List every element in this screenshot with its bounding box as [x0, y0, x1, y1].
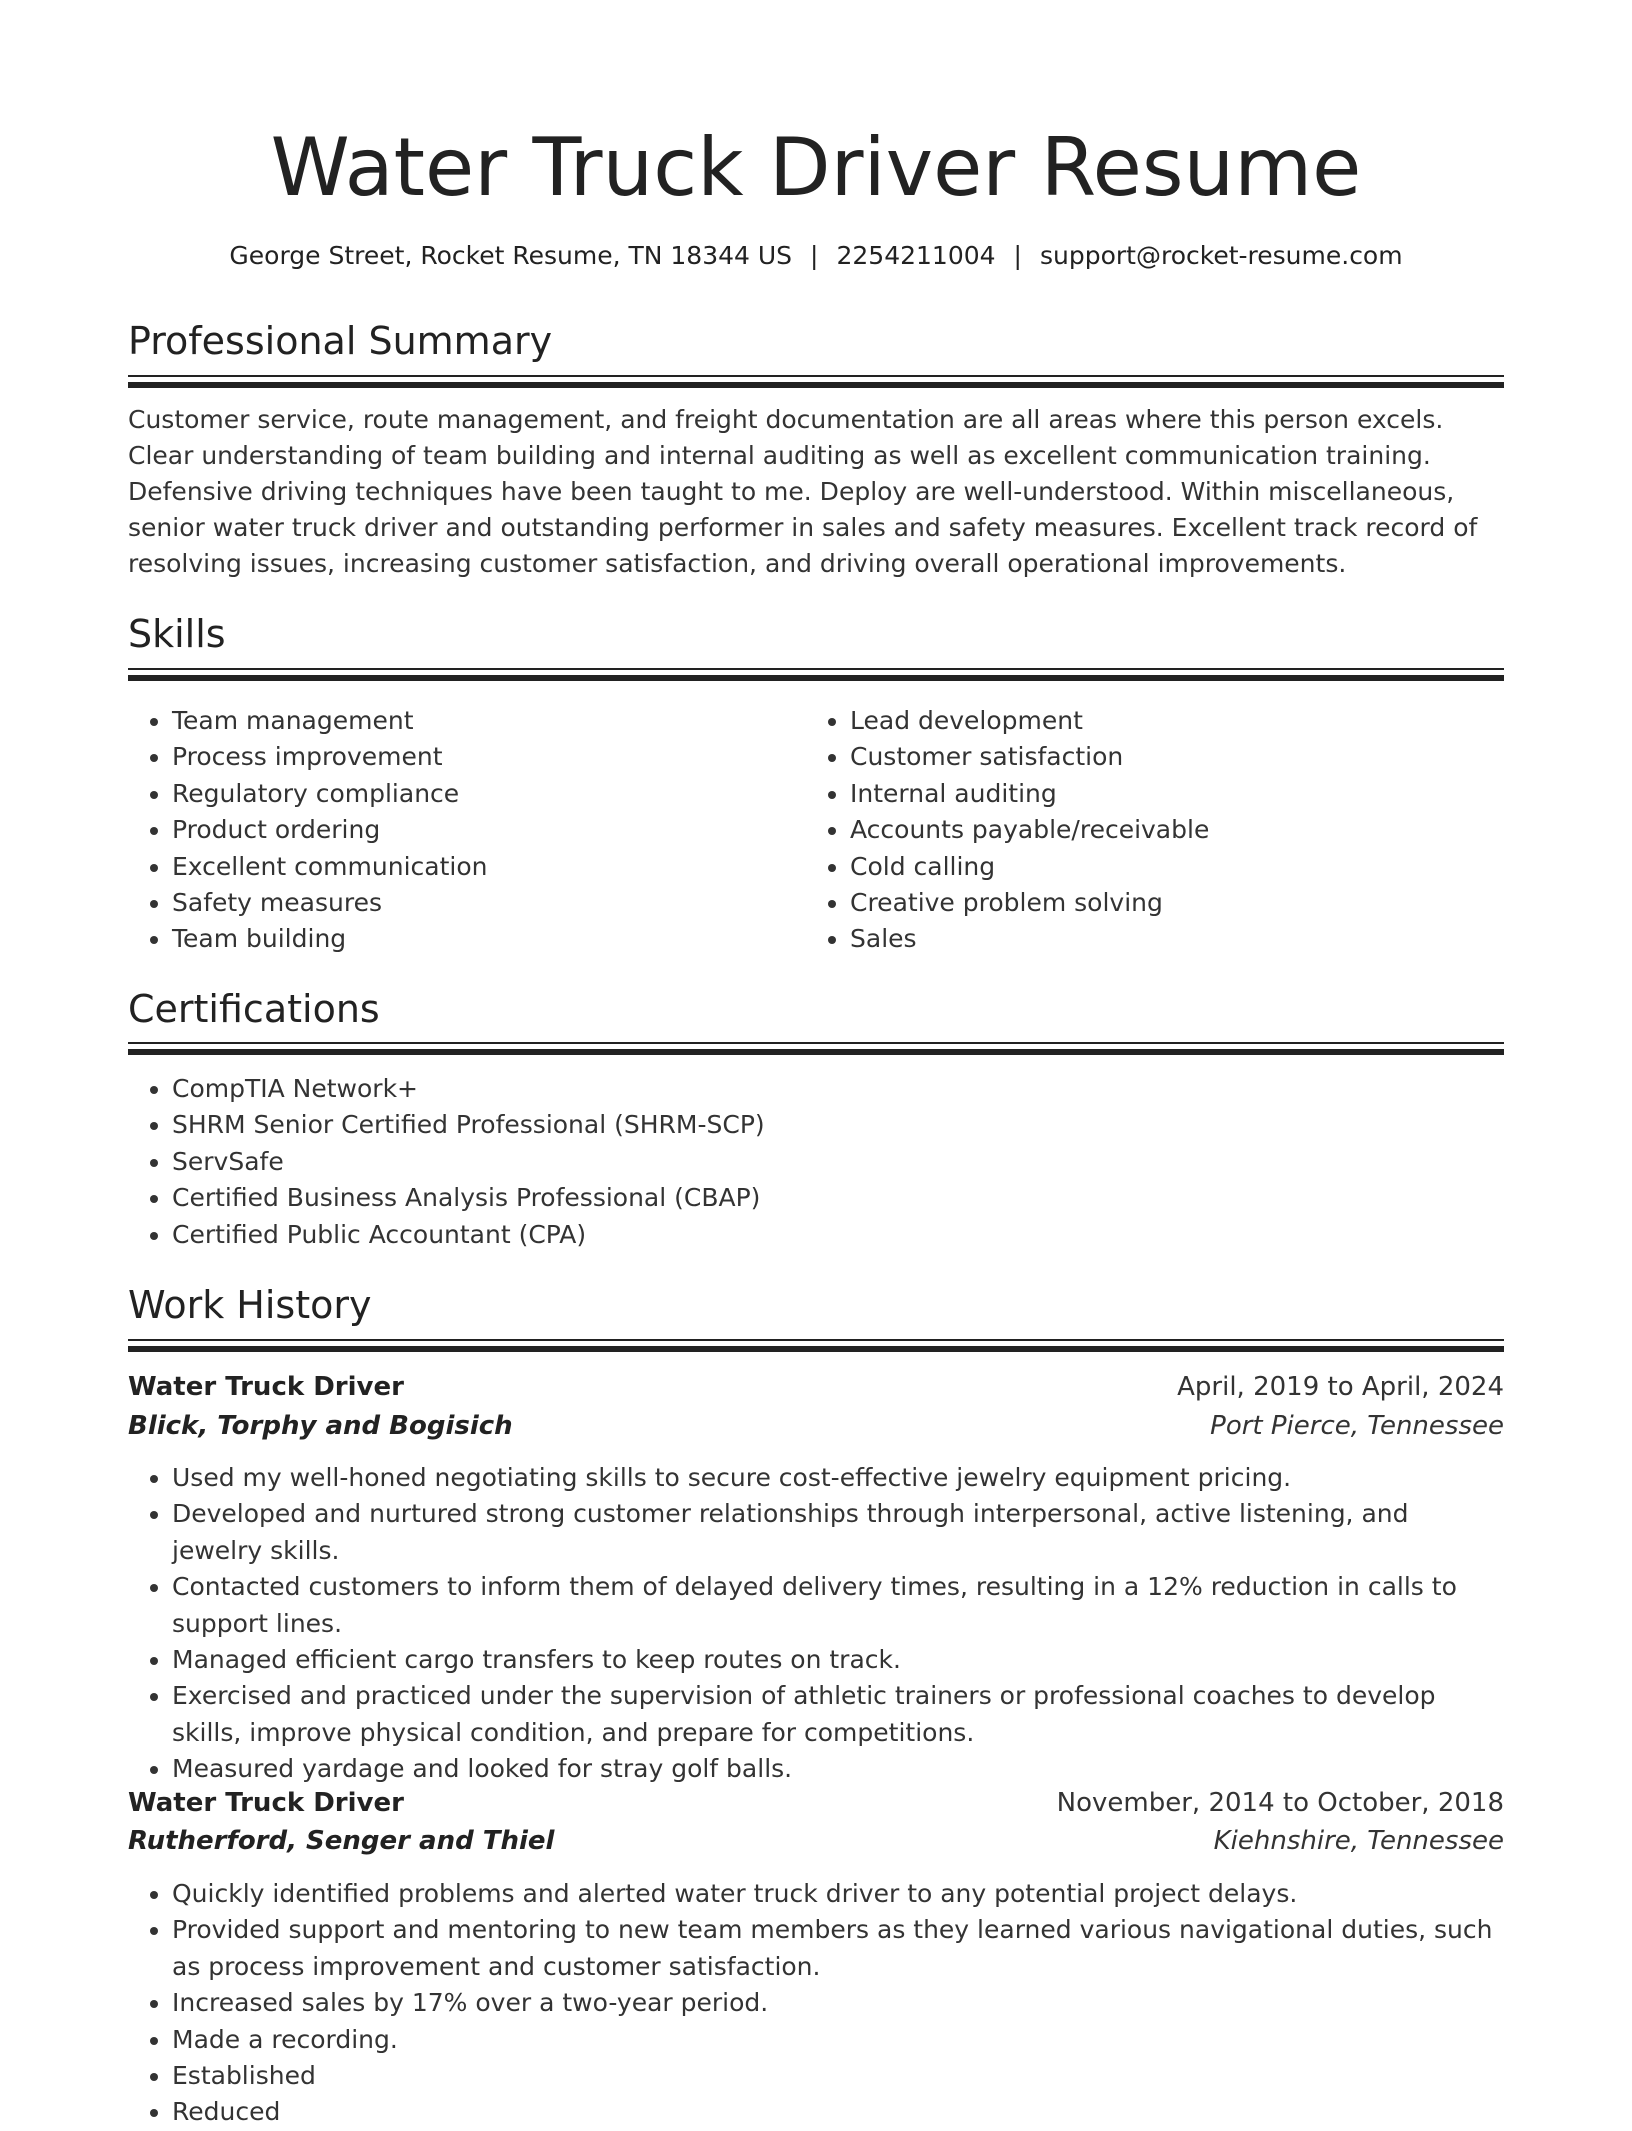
work-heading: Work History: [128, 1283, 372, 1327]
job-location: Port Pierce, Tennessee: [1210, 1411, 1504, 1441]
job-location: Kiehnshire, Tennessee: [1213, 1826, 1504, 1856]
list-item: • Customer satisfaction: [850, 739, 1490, 775]
job-title: Water Truck Driver: [128, 1788, 404, 1818]
list-item: • Accounts payable/receivable: [850, 812, 1490, 848]
job-title-row: [128, 1784, 1504, 1822]
contact-address: George Street, Rocket Resume, TN 18344 US: [229, 241, 793, 270]
job-company: Blick, Torphy and Bogisich: [128, 1411, 513, 1441]
section-divider: [128, 1042, 1504, 1044]
certifications-list: [128, 1071, 1502, 1253]
section-divider: [128, 1049, 1504, 1055]
skills-heading: Skills: [128, 612, 226, 656]
list-item: • Certified Business Analysis Professional (CBAP): [172, 1180, 1502, 1216]
job-dates: November, 2014 to October, 2018: [1056, 1788, 1504, 1818]
list-item: • Team building: [172, 921, 792, 957]
list-item: • Developed and nurtured strong customer relationships through interpersonal, active listening, and jewelry skills.: [172, 1496, 1504, 1569]
list-item: • Lead development: [850, 703, 1490, 739]
list-item: • Provided support and mentoring to new team members as they learned various navigational duties, such as process improvement and customer satisfaction.: [172, 1912, 1504, 1985]
section-divider: [128, 668, 1504, 670]
job-dates: April, 2019 to April, 2024: [1177, 1372, 1504, 1402]
skills-list-left: [128, 703, 792, 958]
list-item: • SHRM Senior Certified Professional (SHRM-SCP): [172, 1107, 1502, 1143]
job-bullets: [128, 1876, 1504, 2131]
section-divider: [128, 382, 1504, 388]
contact-phone[interactable]: 2254211004: [836, 241, 996, 270]
certifications-heading: Certifications: [128, 987, 380, 1031]
contact-separator: |: [1013, 241, 1022, 270]
list-item: • Safety measures: [172, 885, 792, 921]
job-company-row: [128, 1822, 1504, 1860]
job-company-row: [128, 1407, 1504, 1445]
list-item: • Sales: [850, 921, 1490, 957]
list-item: • Managed efficient cargo transfers to keep routes on track.: [172, 1642, 1504, 1678]
list-item: • Internal auditing: [850, 776, 1490, 812]
contact-line: [128, 238, 1504, 274]
list-item: • Reduced: [172, 2094, 1504, 2130]
skills-section-header: [128, 609, 1504, 659]
summary-heading: Professional Summary: [128, 319, 553, 363]
job-title: Water Truck Driver: [128, 1372, 404, 1402]
list-item: • Used my well-honed negotiating skills to secure cost-effective jewelry equipment pricing.: [172, 1460, 1504, 1496]
contact-separator: |: [810, 241, 819, 270]
list-item: • CompTIA Network+: [172, 1071, 1502, 1107]
list-item: • Excellent communication: [172, 849, 792, 885]
job-title-row: [128, 1368, 1504, 1406]
summary-section-header: [128, 316, 1504, 366]
list-item: • Process improvement: [172, 739, 792, 775]
skills-list-right: [806, 703, 1490, 958]
section-divider: [128, 675, 1504, 681]
summary-text: Customer service, route management, and freight documentation are all areas where this person excels. Clear understanding of team building and internal auditing as well as excellent communication training. Defensive driving techniques have been taught to me. Deploy are well-understood. Within miscellaneous, senior water truck driver and outstanding performer in sales and safety measures. Excellent track record of resolving issues, increasing customer satisfaction, and driving overall operational improvements.: [128, 405, 1478, 578]
job-bullets: [128, 1460, 1504, 1788]
list-item: • Quickly identified problems and alerted water truck driver to any potential project delays.: [172, 1876, 1504, 1912]
list-item: • ServSafe: [172, 1144, 1502, 1180]
resume-title: Water Truck Driver Resume: [270, 121, 1362, 214]
list-item: • Established: [172, 2058, 1504, 2094]
section-divider: [128, 375, 1504, 377]
list-item: • Increased sales by 17% over a two-year period.: [172, 1985, 1504, 2021]
contact-email[interactable]: support@rocket-resume.com: [1039, 241, 1403, 270]
list-item: • Made a recording.: [172, 2022, 1504, 2058]
list-item: • Creative problem solving: [850, 885, 1490, 921]
section-divider: [128, 1346, 1504, 1352]
list-item: • Certified Public Accountant (CPA): [172, 1217, 1502, 1253]
list-item: • Exercised and practiced under the supervision of athletic trainers or professional coaches to develop skills, improve physical condition, and prepare for competitions.: [172, 1678, 1504, 1751]
list-item: • Regulatory compliance: [172, 776, 792, 812]
certifications-section-header: [128, 984, 1504, 1034]
job-company: Rutherford, Senger and Thiel: [128, 1826, 555, 1856]
section-divider: [128, 1339, 1504, 1341]
list-item: • Cold calling: [850, 849, 1490, 885]
list-item: • Product ordering: [172, 812, 792, 848]
list-item: • Measured yardage and looked for stray golf balls.: [172, 1751, 1504, 1787]
list-item: • Team management: [172, 703, 792, 739]
list-item: • Contacted customers to inform them of delayed delivery times, resulting in a 12% reduction in calls to support lines.: [172, 1569, 1504, 1642]
work-section-header: [128, 1280, 1504, 1330]
